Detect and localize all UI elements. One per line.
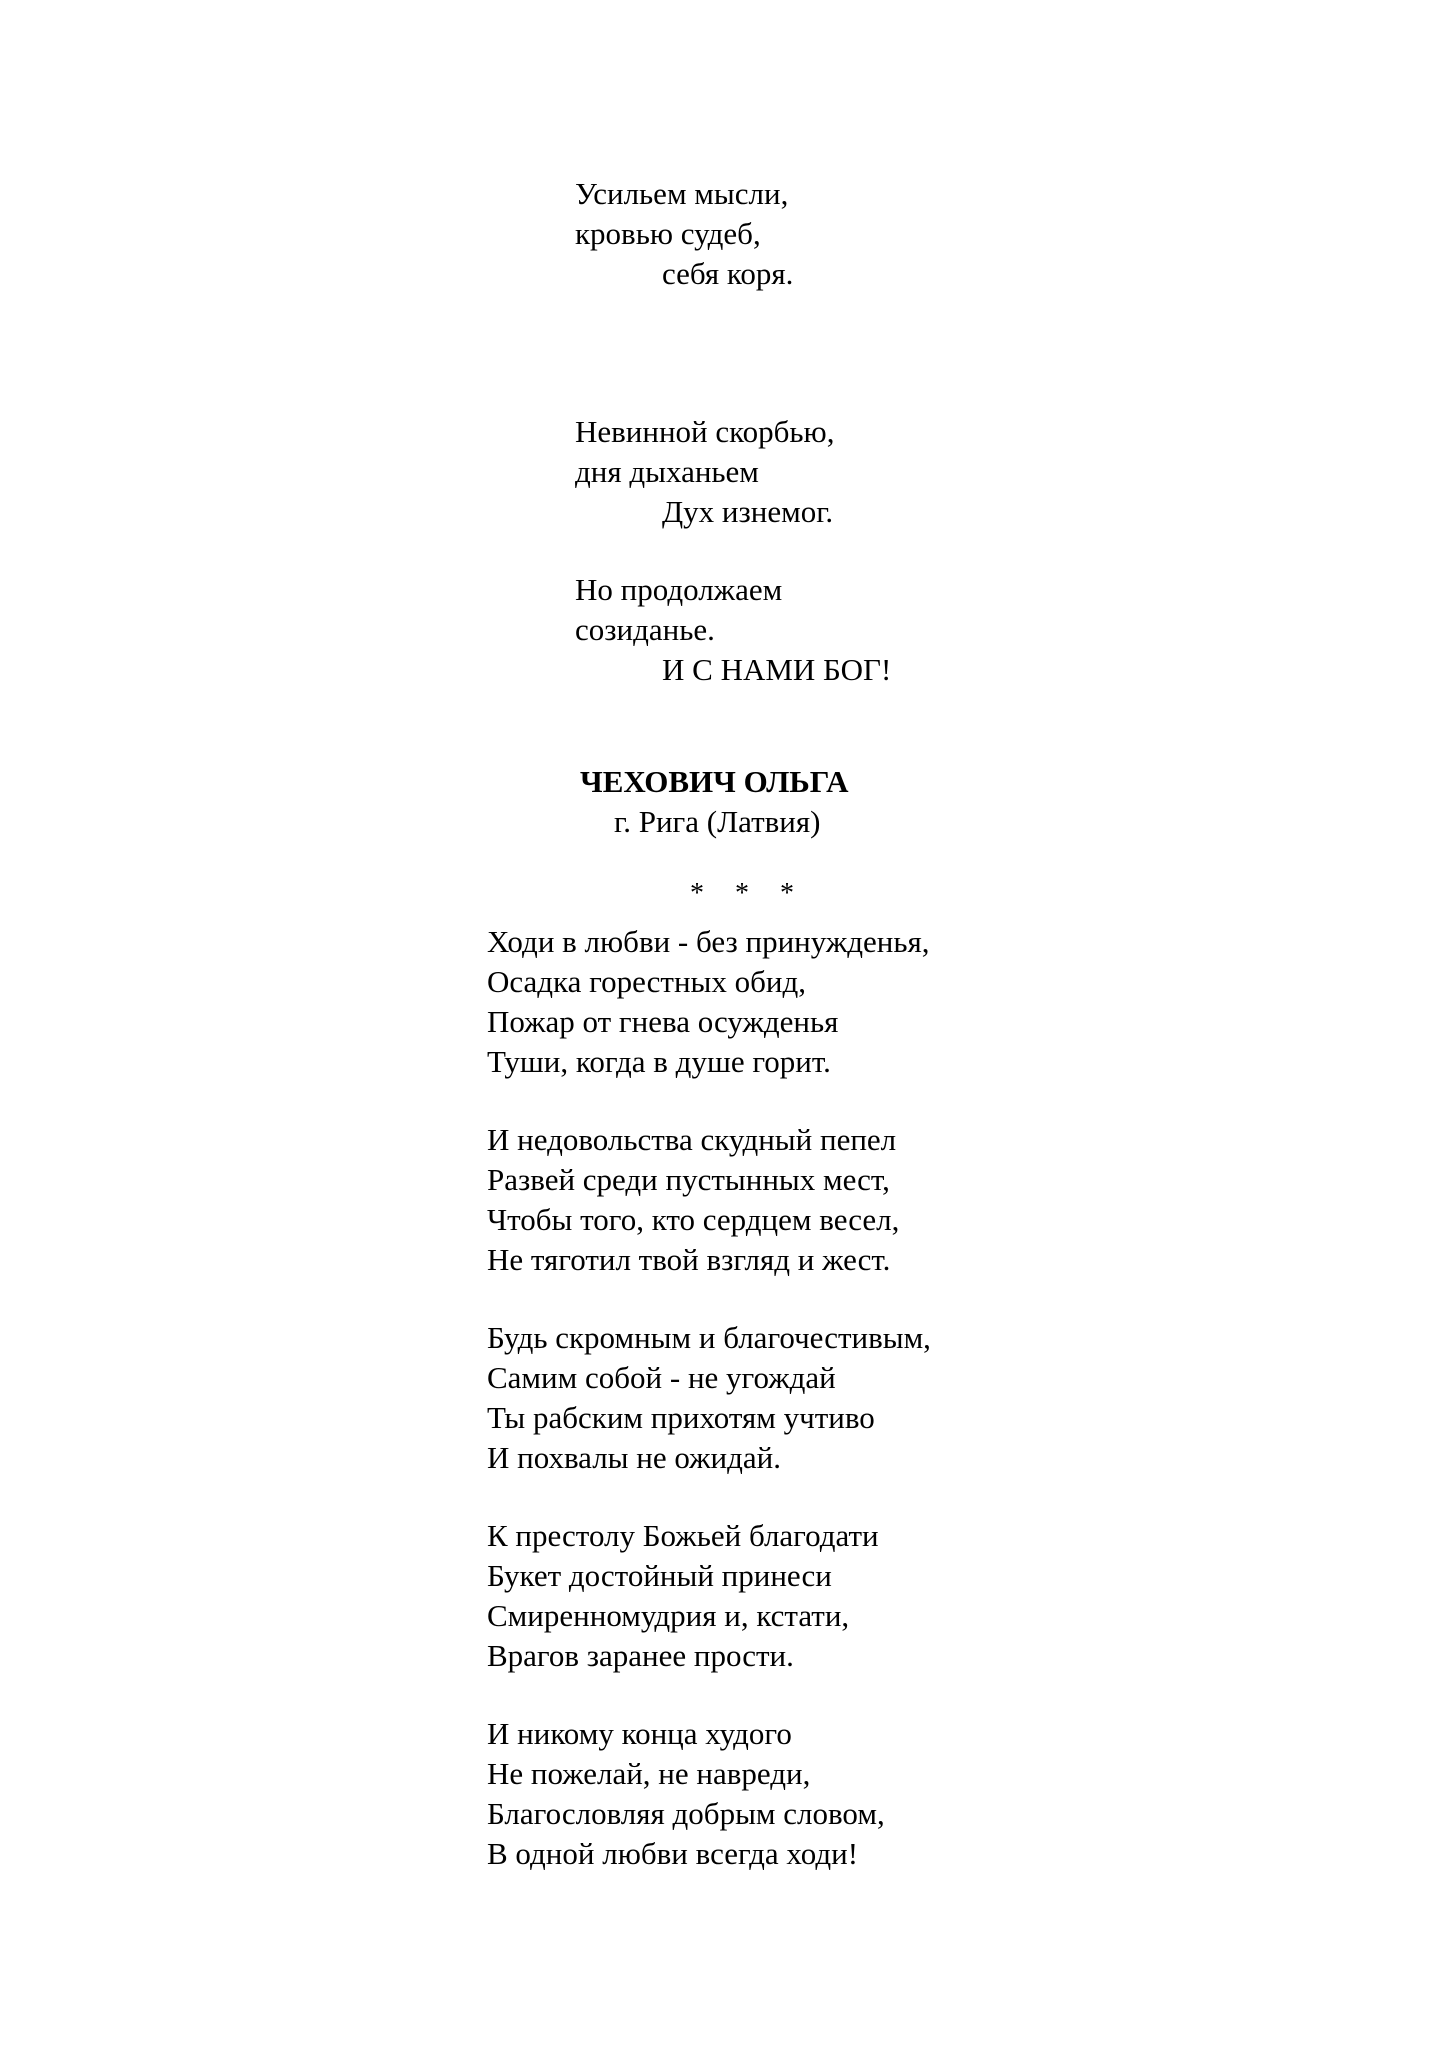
poem-line: Чтобы того, кто сердцем весел, [487,1202,900,1237]
poem-line: Невинной скорбью, [575,414,835,449]
poem-line: И никому конца худого [487,1716,792,1751]
poem-line: Будь скромным и благочестивым, [487,1320,931,1355]
author-city: г. Рига (Латвия) [614,804,821,839]
poem-line: себя коря. [662,256,794,291]
poem-line: дня дыханьем [575,454,759,489]
poem-line: Ты рабским прихотям учтиво [487,1400,875,1435]
lower-stanza-2 [487,1120,899,1280]
author-name: ЧЕХОВИЧ ОЛЬГА [580,764,849,799]
poem-line: Не тяготил твой взгляд и жест. [487,1242,891,1277]
poem-line: К престолу Божьей благодати [487,1518,879,1553]
poem-line: Дух изнемог. [662,494,834,529]
poem-line: Усильем мысли, [575,176,789,211]
upper-stanza-2 [575,412,834,532]
poem-line: Развей среди пустынных мест, [487,1162,890,1197]
poem-line: Врагов заранее прости. [487,1638,794,1673]
poem-line: созиданье. [575,612,715,647]
stanza-separator: * * * [690,878,806,909]
poem-line: кровью судеб, [575,216,761,251]
poem-line: И С НАМИ БОГ! [662,652,892,687]
poem-line: Пожар от гнева осужденья [487,1004,839,1039]
poem-line: Букет достойный принеси [487,1558,832,1593]
poem-line: В одной любви всегда ходи! [487,1836,859,1871]
lower-stanza-5 [487,1714,885,1874]
poem-line: И недовольства скудный пепел [487,1122,897,1157]
poem-line: Ходи в любви - без принужденья, [487,924,930,959]
upper-stanza-3 [575,570,891,690]
poem-line: Но продолжаем [575,572,783,607]
poem-line: Туши, когда в душе горит. [487,1044,831,1079]
poem-line: Осадка горестных обид, [487,964,806,999]
upper-stanza-1 [575,174,793,294]
poem-line: Смиренномудрия и, кстати, [487,1598,850,1633]
lower-stanza-1 [487,922,930,1082]
poem-line: И похвалы не ожидай. [487,1440,781,1475]
poem-line: Не пожелай, не навреди, [487,1756,811,1791]
lower-stanza-3 [487,1318,931,1478]
lower-stanza-4 [487,1516,879,1676]
poem-line: Благословляя добрым словом, [487,1796,885,1831]
poem-line: Самим собой - не угождай [487,1360,836,1395]
